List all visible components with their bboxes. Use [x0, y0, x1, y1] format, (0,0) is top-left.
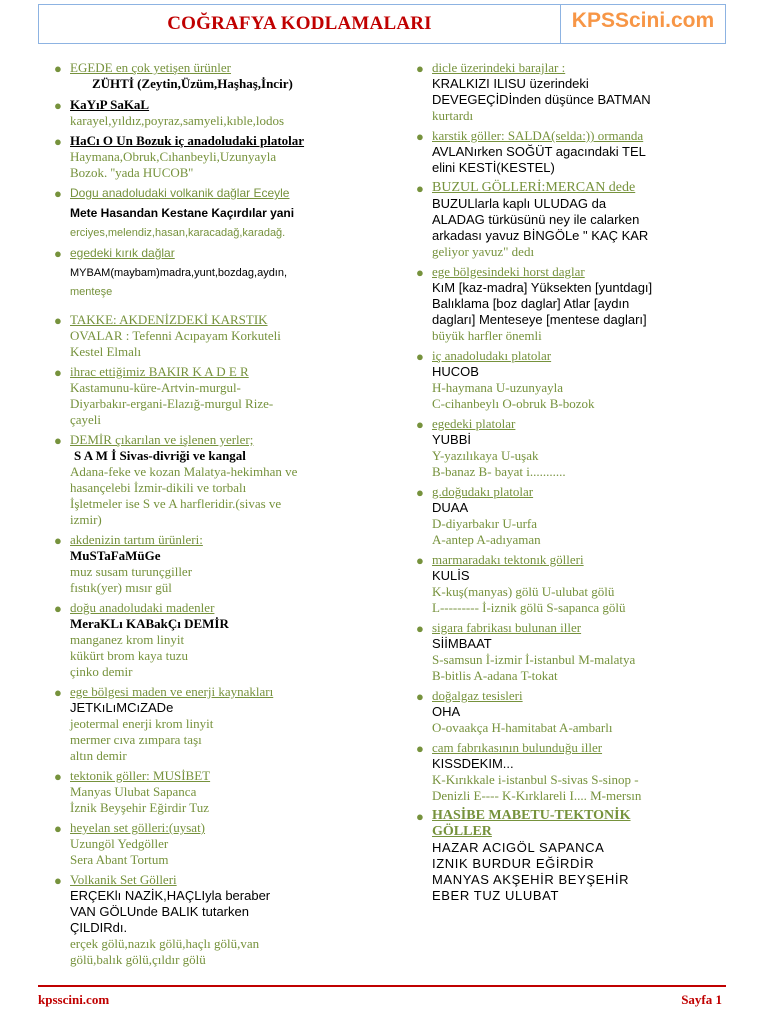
list-item: ● egedeki platolar YUBBİ Y-yazılıkaya U-uşak B-banaz B- bayat i...........	[416, 416, 566, 479]
bullet-icon: ●	[416, 809, 424, 824]
bullet-icon: ●	[54, 313, 62, 328]
list-item: ● sigara fabrikası bulunan iller SİİMBAAT S-samsun İ-izmir İ-istanbul M-malatya B-bitlis A-adana T-tokat	[416, 620, 636, 683]
bullet-icon: ●	[416, 553, 424, 568]
bullet-icon: ●	[54, 769, 62, 784]
bullet-icon: ●	[54, 533, 62, 548]
bullet-icon: ●	[416, 621, 424, 636]
page-header	[38, 4, 726, 44]
bullet-icon: ●	[54, 186, 62, 201]
list-item: ● Volkanik Set Gölleri ERÇEKlı NAZİK,HAÇLIyla beraber VAN GÖLUnde BALIK tutarken ÇILDIRdı. erçek gölü,nazık gölü,haçlı gölü,van gölü,balık gölü,çıldır gölü	[54, 872, 271, 967]
list-item: ● ege bölgesi maden ve enerji kaynakları JETKıLıMCıZADe jeotermal enerji krom linyit mermer cıva zımpara taşı altın demir	[54, 684, 274, 763]
list-item: ● iç anadoludakı platolar HUCOB H-haymana U-uzunyayla C-cihanbeylı O-obruk B-bozok	[416, 348, 595, 411]
list-item: ● ege bölgesindeki horst daglar KıM [kaz-madra] Yüksekten [yuntdagı] Balıklama [boz daglar] Atlar [aydın dagları] Menteseye [mentese dagları] büyük harfler önemli	[416, 264, 653, 343]
bullet-icon: ●	[416, 689, 424, 704]
list-item: ● akdenizin tartım ürünleri: MuSTaFaMüGe muz susam turunçgiller fıstık(yer) mısır gül	[54, 532, 203, 595]
bullet-icon: ●	[54, 685, 62, 700]
footer-rule	[38, 985, 726, 987]
list-item: ● HaCı O Un Bozuk iç anadoludaki platolar Haymana,Obruk,Cıhanbeyli,Uzunyayla Bozok. ''yada HUCOB''	[54, 133, 305, 180]
bullet-icon: ●	[54, 61, 62, 76]
bullet-icon: ●	[416, 741, 424, 756]
bullet-icon: ●	[54, 873, 62, 888]
list-item: ● Dogu anadoludaki volkanik dağlar Eceyle Mete Hasandan Kestane Kaçırdılar yani erciyes,melendiz,hasan,karacadağ,karadağ.	[54, 186, 295, 239]
list-item: ● karstik göller: SALDA(selda:)) ormanda AVLANırken SOĞÜT agacındaki TEL elini KESTİ(KESTEL)	[416, 128, 646, 175]
list-item: ● TAKKE: AKDENİZDEKİ KARSTIK OVALAR : Tefenni Acıpayam Korkuteli Kestel Elmalı	[54, 312, 281, 359]
bullet-icon: ●	[416, 129, 424, 144]
list-item: ● DEMİR çıkarılan ve işlenen yerler; S A M İ Sivas-divriği ve kangal Adana-feke ve kozan Malatya-hekimhan ve hasançelebi İzmir-dikili ve torbalı İşletmeler ise S ve A harfleridir.(sivas ve izmir)	[54, 432, 298, 527]
list-item: ● KaYıP SaKaL karayel,yıldız,poyraz,samyeli,kıble,lodos	[54, 97, 285, 128]
left-column	[54, 60, 390, 972]
bullet-icon: ●	[416, 417, 424, 432]
list-item: ● EGEDE en çok yetişen ürünler ZÜHTİ (Zeytin,Üzüm,Haşhaş,İncir)	[54, 60, 293, 91]
bullet-icon: ●	[54, 98, 62, 113]
footer-site: kpsscini.com	[38, 992, 110, 1007]
list-item: ● BUZUL GÖLLERİ:MERCAN dede BUZULlarla kaplı ULUDAG da ALADAG türküsünü ney ile calarken arkadası yavuz BİNGÖLe " KAÇ KAR geliyor yavuz" dedı	[416, 180, 649, 259]
page-title: COĞRAFYA KODLAMALARI	[167, 13, 432, 34]
bullet-icon: ●	[416, 485, 424, 500]
bullet-icon: ●	[54, 246, 62, 261]
list-item: ● heyelan set gölleri:(uysat) Uzungöl Yedgöller Sera Abant Tortum	[54, 820, 206, 867]
brand-name: KPSScini.com	[571, 9, 715, 32]
bullet-icon: ●	[416, 349, 424, 364]
bullet-icon: ●	[416, 181, 424, 196]
list-item: ● g.doğudakı platolar DUAA D-diyarbakır U-urfa A-antep A-adıyaman	[416, 484, 541, 547]
bullet-icon: ●	[54, 365, 62, 380]
list-item: ● HASİBE MABETU-TEKTONİK GÖLLER HAZAR ACIGÖL SAPANCA IZNIK BURDUR EĞİRDİR MANYAS AKŞEHİR BEYŞEHİR EBER TUZ ULUBAT	[416, 808, 631, 903]
list-item: ● dicle üzerindeki barajlar : KRALKIZI ILISU üzerindeki DEVEGEÇİDİnden düşünce BATMAN kurtardı	[416, 60, 651, 123]
page-number: Sayfa 1	[681, 992, 722, 1007]
bullet-icon: ●	[54, 433, 62, 448]
right-column	[416, 60, 732, 908]
list-item: ● doğu anadoludaki madenler MeraKLı KABakÇı DEMİR manganez krom linyit kükürt brom kaya tuzu çinko demir	[54, 600, 229, 679]
list-item: ● tektonik göller: MUSİBET Manyas Ulubat Sapanca İznik Beyşehir Eğirdir Tuz	[54, 768, 211, 815]
bullet-icon: ●	[54, 134, 62, 149]
bullet-icon: ●	[54, 601, 62, 616]
bullet-icon: ●	[416, 265, 424, 280]
bullet-icon: ●	[416, 61, 424, 76]
bullet-icon: ●	[54, 821, 62, 836]
list-item: ● ihrac ettiğimiz BAKIR K A D E R Kastamunu-küre-Artvin-murgul- Diyarbakır-ergani-Elazığ-murgul Rize- çayeli	[54, 364, 274, 427]
list-item: ● cam fabrıkasının bulunduğu iller KISSDEKIM... K-Kırıkkale i-istanbul S-sivas S-sinop - Denizli E---- K-Kırklareli I.... M-mersın	[416, 740, 642, 803]
list-item: ● marmaradakı tektonık gölleri KULİS K-kuş(manyas) gölü U-ulubat gölü L--------- İ-iznik gölü S-sapanca gölü	[416, 552, 626, 615]
list-item: ● doğalgaz tesisleri OHA O-ovaakça H-hamitabat A-ambarlı	[416, 688, 613, 735]
list-item: ● egedeki kırık dağlar MYBAM(maybam)madra,yunt,bozdag,aydın, menteşe	[54, 246, 288, 298]
